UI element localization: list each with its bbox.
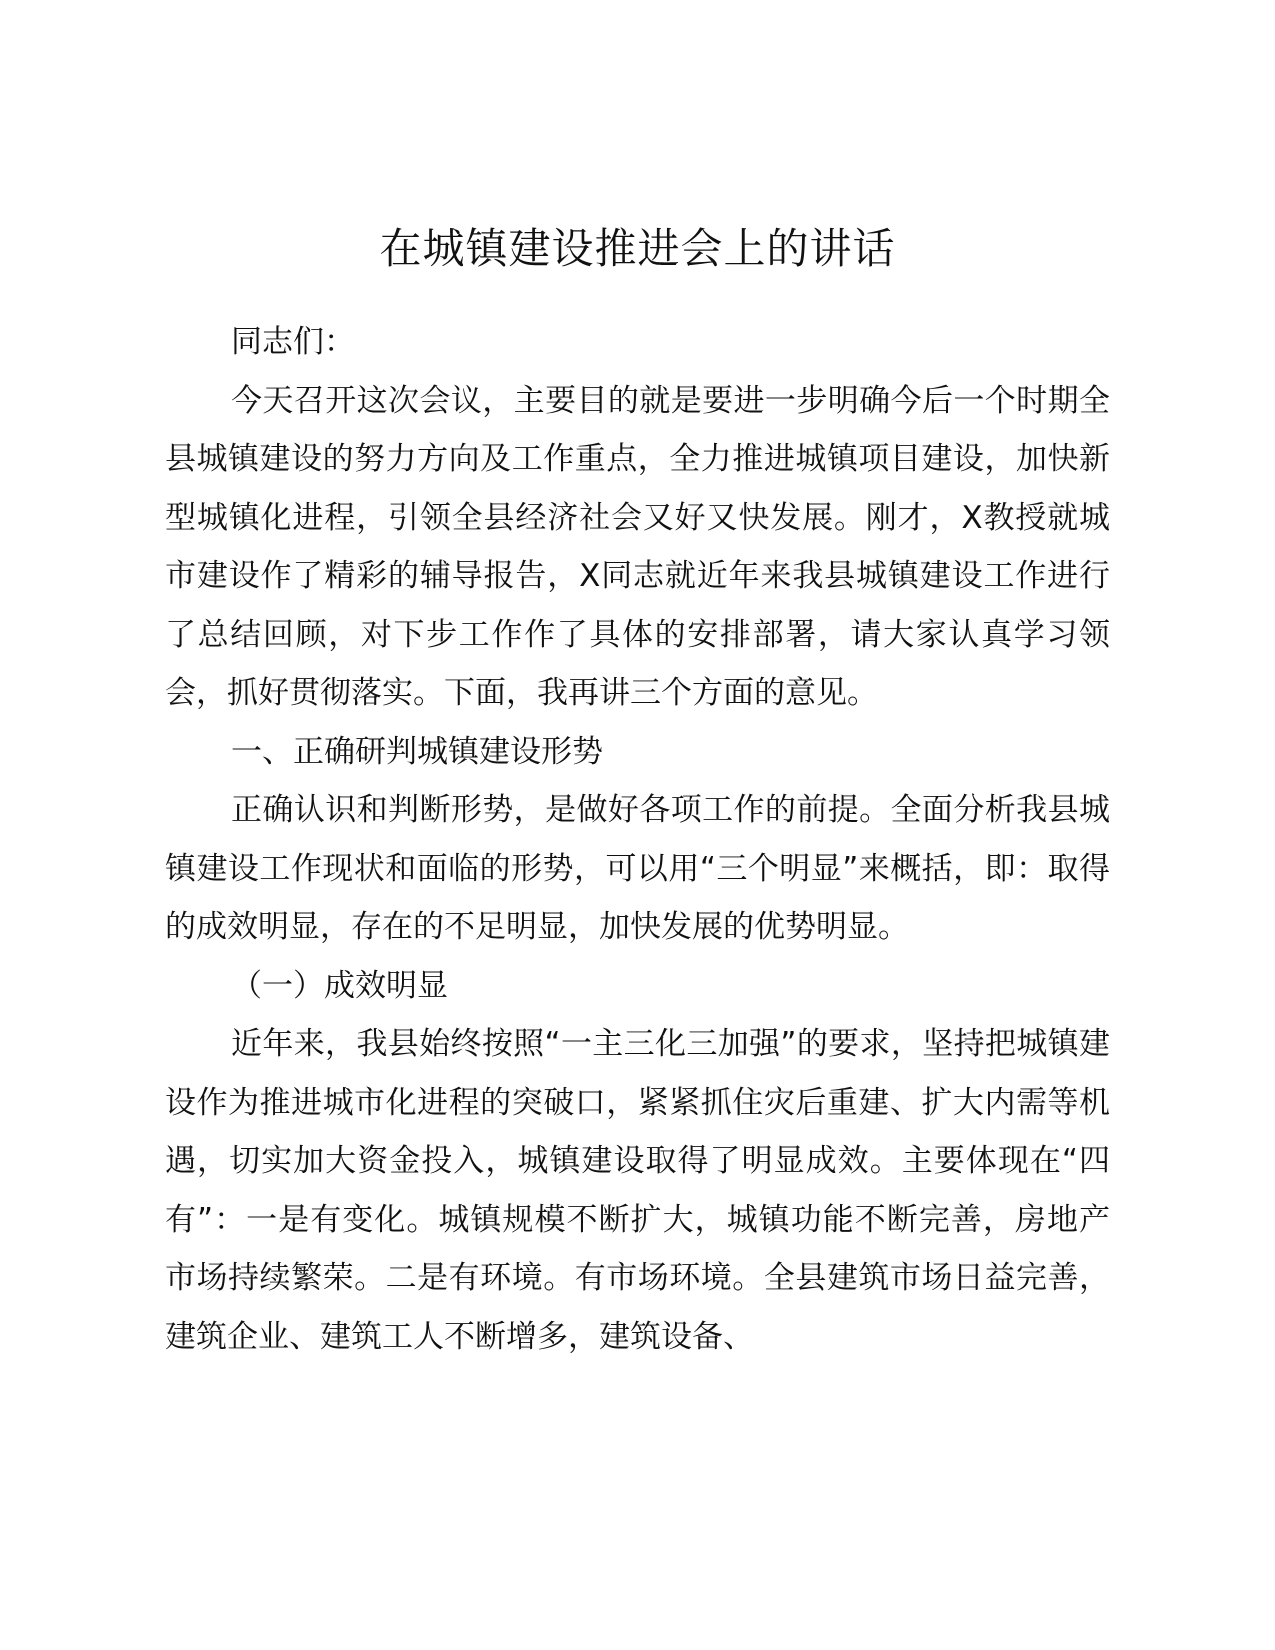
- subsection-heading-1: （一）成效明显: [231, 967, 448, 1004]
- paragraph-achievements: 近年来，我县始终按照“一主三化三加强”的要求，坚持把城镇建设作为推进城市化进程的突破口，紧紧抓住灾后重建、扩大内需等机遇，切实加大资金投入，城镇建设取得了明显成效。主要体现在“四有”：一是有变化。城镇规模不断扩大，城镇功能不断完善，房地产市场持续繁荣。二是有环境。有市场环境。全县建筑市场日益完善，建筑企业、建筑工人不断增多，建筑设备、: [165, 1026, 1110, 1355]
- paragraph-situation: 正确认识和判断形势，是做好各项工作的前提。全面分析我县城镇建设工作现状和面临的形势，可以用“三个明显”来概括，即：取得的成效明显，存在的不足明显，加快发展的优势明显。: [165, 792, 1110, 945]
- salutation: 同志们：: [231, 324, 355, 360]
- paragraph-intro: 今天召开这次会议，主要目的就是要进一步明确今后一个时期全县城镇建设的努力方向及工作重点，全力推进城镇项目建设，加快新型城镇化进程，引领全县经济社会又好又快发展。刚才，X教授就城市建设作了精彩的辅导报告，X同志就近年来我县城镇建设工作进行了总结回顾，对下步工作作了具体的安排部署，请大家认真学习领会，抓好贯彻落实。下面，我再讲三个方面的意见。: [165, 382, 1110, 711]
- document-title: 在城镇建设推进会上的讲话: [379, 224, 896, 273]
- section-heading-1: 一、正确研判城镇建设形势: [231, 733, 603, 770]
- document-body: [165, 313, 1110, 1366]
